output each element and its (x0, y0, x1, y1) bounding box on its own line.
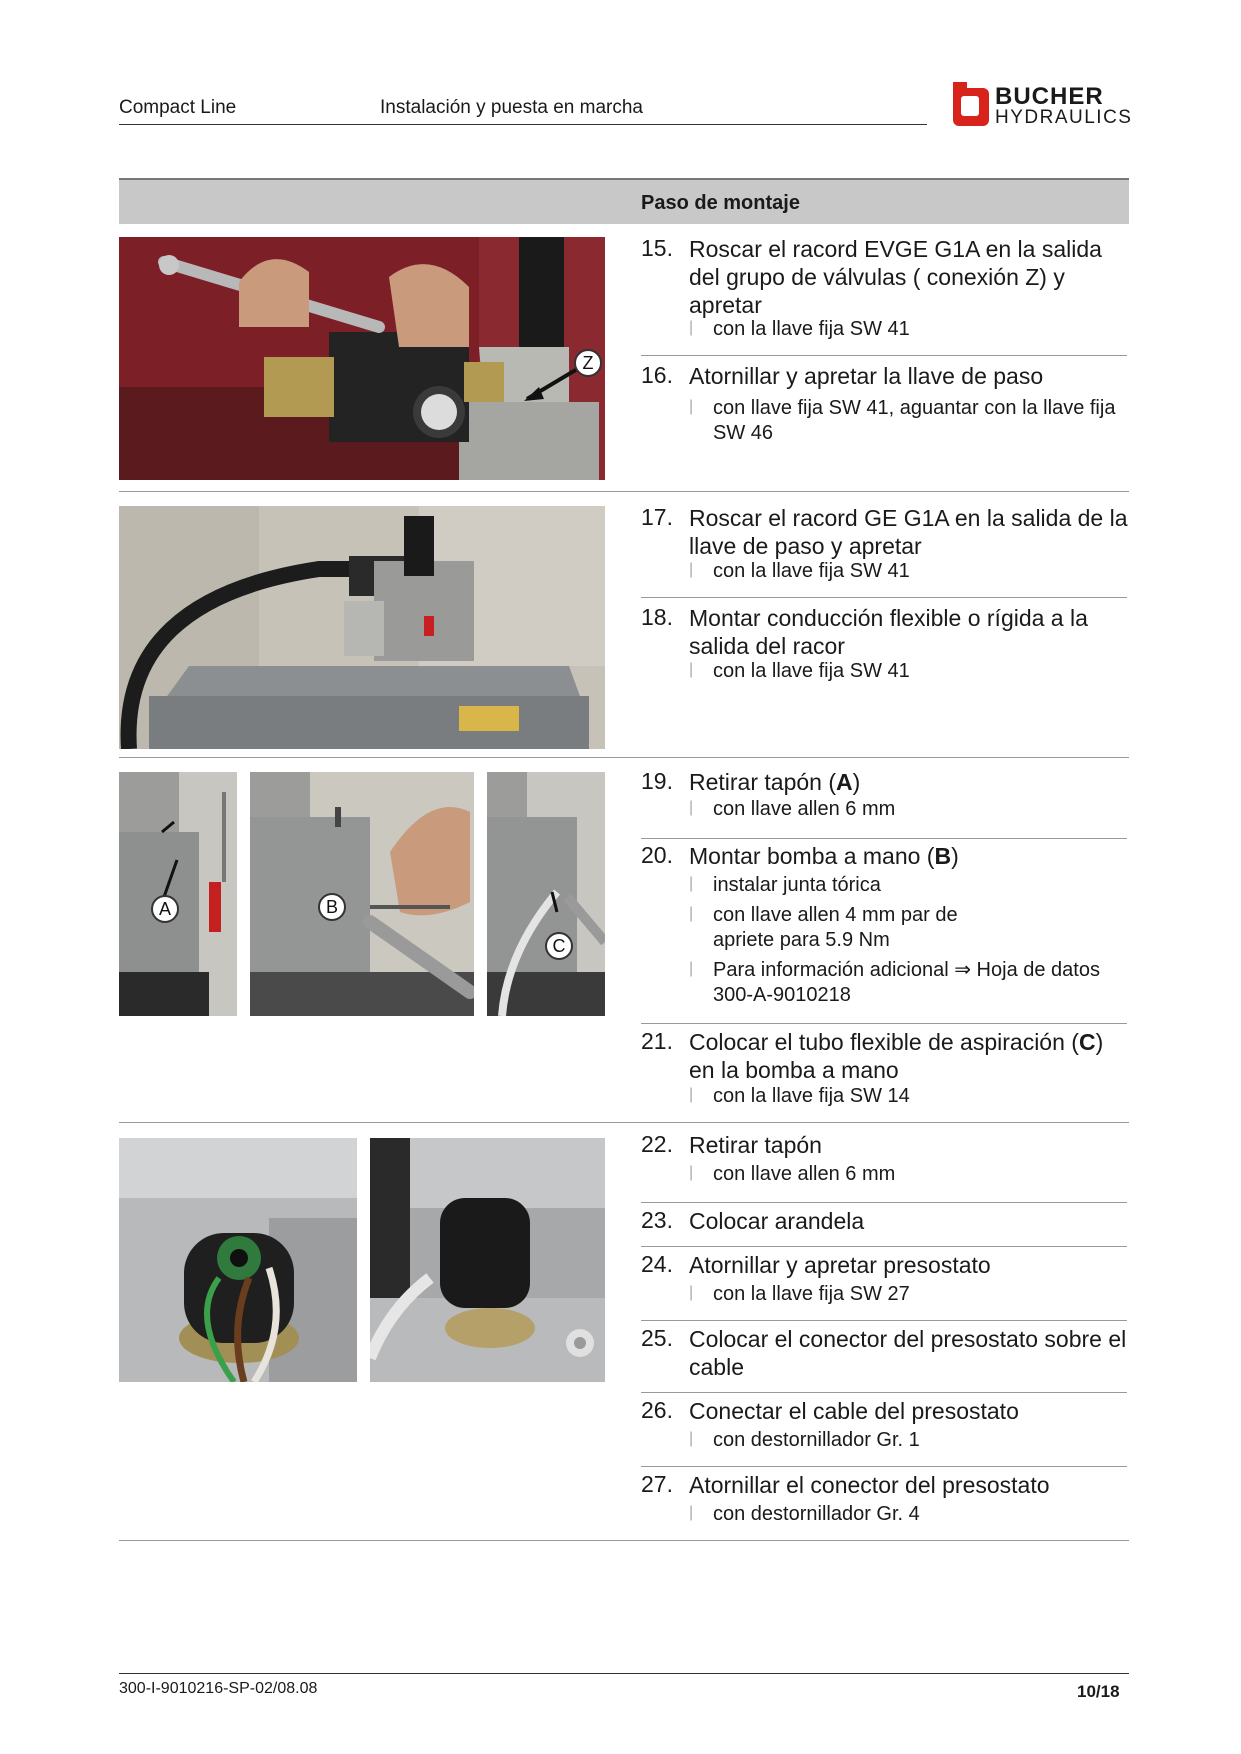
step-detail: con destornillador Gr. 1 (713, 1429, 920, 1451)
step-number: 16. (641, 362, 673, 388)
logo-sub: HYDRAULICS (995, 107, 1133, 128)
step-number: 17. (641, 504, 673, 530)
bullet-marker: | (689, 905, 694, 922)
bullet-marker: | (689, 1164, 694, 1181)
photo-plug-a (119, 772, 237, 1016)
step-divider (641, 355, 1127, 356)
step-detail: con llave allen 4 mm par de apriete para 5.9 Nm (713, 904, 958, 951)
bullet-marker: | (689, 1284, 694, 1301)
step-title: Colocar el conector del presostato sobre el cable (689, 1326, 1127, 1380)
step-divider (641, 1466, 1127, 1467)
step-number: 24. (641, 1251, 673, 1277)
step-detail: instalar junta tórica (713, 874, 881, 896)
step-detail: con la llave fija SW 14 (713, 1085, 910, 1107)
bullet-marker: | (689, 661, 694, 678)
step-detail: con la llave fija SW 41 (713, 660, 910, 682)
step-detail: con destornillador Gr. 4 (713, 1503, 920, 1525)
callout-c: C (552, 936, 566, 956)
step-detail: con llave fija SW 41, aguantar con la llave fija SW 46 (713, 397, 1116, 444)
callout-a: A (158, 899, 172, 919)
photo-ball-valve (119, 237, 605, 480)
bullet-marker: | (689, 319, 694, 336)
step-divider (641, 1023, 1127, 1024)
photo-hose-valve (119, 506, 605, 749)
callout-b: B (325, 897, 339, 917)
step-divider (641, 1246, 1127, 1247)
step-title: Montar bomba a mano (B) (689, 843, 959, 869)
bucher-logo (947, 78, 1133, 128)
column-title: Paso de montaje (641, 192, 800, 214)
step-divider (641, 1392, 1127, 1393)
header-section: Instalación y puesta en marcha (380, 97, 643, 118)
bullet-marker: | (689, 398, 694, 415)
bullet-marker: | (689, 1086, 694, 1103)
callout-z: Z (582, 353, 594, 373)
document-id: 300-I-9010216-SP-02/08.08 (119, 1680, 318, 1697)
table-bottom-rule (119, 1540, 1129, 1541)
step-number: 15. (641, 235, 673, 261)
logo-name: BUCHER (995, 83, 1104, 110)
photo-suction-hose-c (487, 772, 605, 1016)
step-detail: con llave allen 6 mm (713, 798, 896, 820)
footer-rule (119, 1673, 1129, 1674)
step-detail: Para información adicional ⇒ Hoja de datos 300-A-9010218 (713, 959, 1100, 1006)
step-detail: con la llave fija SW 41 (713, 560, 910, 582)
step-number: 22. (641, 1131, 673, 1157)
step-title: Retirar tapón (A) (689, 769, 861, 795)
step-title: Atornillar el conector del presostato (689, 1472, 1050, 1498)
row-divider (119, 491, 1129, 492)
step-title: Conectar el cable del presostato (689, 1398, 1019, 1424)
step-title: Atornillar y apretar presostato (689, 1252, 991, 1278)
header-product: Compact Line (119, 97, 237, 118)
step-detail: con llave allen 6 mm (713, 1163, 896, 1185)
step-number: 18. (641, 604, 673, 630)
step-number: 20. (641, 842, 673, 868)
row-divider (119, 1122, 1129, 1123)
step-divider (641, 1202, 1127, 1203)
step-title: Montar conducción flexible o rígida a la salida del racor (689, 605, 1088, 659)
bullet-marker: | (689, 1504, 694, 1521)
photo-pressure-switch-wiring (119, 1138, 357, 1382)
photo-hand-pump-b (250, 772, 474, 1016)
row-divider (119, 757, 1129, 758)
bullet-marker: | (689, 799, 694, 816)
step-number: 26. (641, 1397, 673, 1423)
step-number: 25. (641, 1325, 673, 1351)
header-rule (119, 124, 927, 125)
step-number: 23. (641, 1207, 673, 1233)
step-divider (641, 838, 1127, 839)
step-number: 27. (641, 1471, 673, 1497)
step-title: Colocar el tubo flexible de aspiración (C) en la bomba a mano (689, 1029, 1104, 1083)
step-title: Retirar tapón (689, 1132, 822, 1158)
step-divider (641, 1320, 1127, 1321)
photo-pressure-switch-connector (370, 1138, 605, 1382)
step-title: Roscar el racord EVGE G1A en la salida del grupo de válvulas ( conexión Z) y apretar (689, 236, 1102, 318)
step-divider (641, 597, 1127, 598)
page-number: 10/18 (1077, 1682, 1120, 1701)
step-title: Colocar arandela (689, 1208, 865, 1234)
step-detail: con la llave fija SW 27 (713, 1283, 910, 1305)
bullet-marker: | (689, 1430, 694, 1447)
step-number: 21. (641, 1028, 673, 1054)
bullet-marker: | (689, 875, 694, 892)
step-title: Roscar el racord GE G1A en la salida de la llave de paso y apretar (689, 505, 1128, 559)
step-title: Atornillar y apretar la llave de paso (689, 363, 1044, 389)
step-number: 19. (641, 768, 673, 794)
table-header (119, 178, 1129, 224)
bullet-marker: | (689, 960, 694, 977)
bullet-marker: | (689, 561, 694, 578)
logo-mark-icon (947, 78, 993, 128)
step-detail: con la llave fija SW 41 (713, 318, 910, 340)
